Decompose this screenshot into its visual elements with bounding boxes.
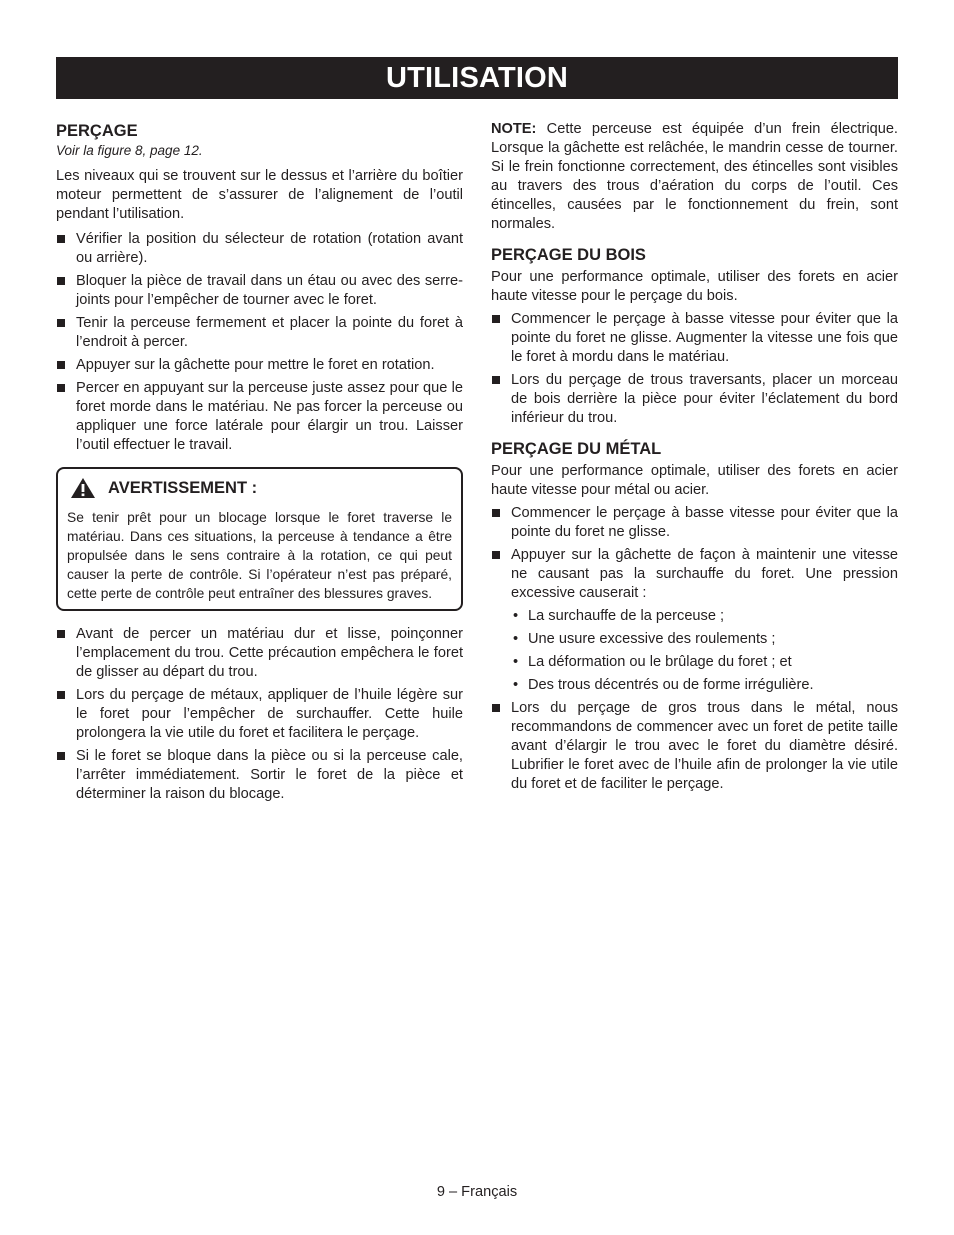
sub-list-item: • La déformation ou le brûlage du foret ; et [513,654,792,670]
list-item: Si le foret se bloque dans la pièce ou si la perceuse cale, l’arrêter immédiatement. Sortir le foret de la pièce et déterminer la raison du blocage. [56,747,463,804]
left-column [56,120,463,808]
sub-list-item: • Une usure excessive des roulements ; [513,631,776,647]
note-label: NOTE: [491,121,537,137]
warning-box [56,467,463,611]
metal-list-2 [491,699,898,794]
warning-title: AVERTISSEMENT : [108,478,258,497]
list-item: Appuyer sur la gâchette pour mettre le foret en rotation. [56,356,463,375]
sub-list-item: • La surchauffe de la perceuse ; [513,608,725,624]
note-paragraph [491,120,898,234]
page-title: UTILISATION [385,62,569,94]
instruction-list-2 [56,625,463,804]
right-column [491,120,898,798]
dot-bullet-icon: • [513,631,519,647]
list-item: Avant de percer un matériau dur et lisse, poinçonner l’emplacement du trou. Cette précaution empêchera le foret de glisser au départ du trou. [56,625,463,682]
list-item: Commencer le perçage à basse vitesse pour éviter que la pointe du foret ne glisse. Augmenter la vitesse une fois que le foret à mordu dans le matériau. [491,310,898,367]
list-item: Tenir la perceuse fermement et placer la pointe du foret à l’endroit à percer. [56,314,463,352]
list-item: Commencer le perçage à basse vitesse pour éviter que la pointe du foret ne glisse. [491,504,898,542]
section-title-percage: PERÇAGE [56,122,138,140]
list-item: Lors du perçage de métaux, appliquer de l’huile légère sur le foret pour l’empêcher de surchauffer. Cette huile prolongera la vie utile du foret et facilitera le perçage. [56,686,463,743]
square-bullet-icon [57,319,65,327]
instruction-list [56,230,463,455]
list-item: Vérifier la position du sélecteur de rotation (rotation avant ou arrière). [56,230,463,268]
page-footer: 9 – Français [436,1184,518,1200]
metal-sublist [491,607,898,695]
metal-intro: Pour une performance optimale, utiliser des forets en acier haute vitesse pour métal ou acier. [491,463,898,498]
list-item: Percer en appuyant sur la perceuse juste assez pour que le foret morde dans le matériau. Ne pas forcer la perceuse ou appliquer une force latérale pour élargir un trou. Laisser l’outil effectuer le travail. [56,379,463,455]
square-bullet-icon [57,235,65,243]
square-bullet-icon [57,752,65,760]
note-text: Cette perceuse est équipée d’un frein électrique. Lorsque la gâchette est relâchée, le mandrin cesse de tourner. Si le frein fonctionne correctement, des étincelles sont visibles au travers des trous d’aération du corps de l’outil. Ces étincelles, causées par le fonctionnement du frein, sont normales. [491,121,898,232]
warning-header [67,477,452,499]
section-title-metal: PERÇAGE DU MÉTAL [491,440,662,458]
warning-triangle-icon [70,477,96,499]
square-bullet-icon [57,691,65,699]
wood-list [491,310,898,428]
square-bullet-icon [492,376,500,384]
list-item: Appuyer sur la gâchette de façon à maintenir une vitesse ne causant pas la surchauffe du foret. Une pression excessive causerait : [491,546,898,603]
square-bullet-icon [492,551,500,559]
warning-text: Se tenir prêt pour un blocage lorsque le foret traverse le matériau. Dans ces situations, la perceuse à tendance a être propulsée dans le sens contraire à la rotation, ce qui peut causer la perte de contrôle. Si l’opérateur n’est pas préparé, cette perte de contrôle peut entraîner des blessures graves. [67,510,452,601]
square-bullet-icon [57,277,65,285]
square-bullet-icon [57,630,65,638]
list-item: Lors du perçage de trous traversants, placer un morceau de bois derrière la pièce pour éviter l’éclatement du bord inférieur du trou. [491,371,898,428]
dot-bullet-icon: • [513,654,519,670]
square-bullet-icon [492,315,500,323]
metal-list [491,504,898,603]
list-item: Bloquer la pièce de travail dans un étau ou avec des serre-joints pour l’empêcher de tourner avec le foret. [56,272,463,310]
dot-bullet-icon: • [513,677,519,693]
dot-bullet-icon: • [513,608,519,624]
square-bullet-icon [492,509,500,517]
section-title-wood: PERÇAGE DU BOIS [491,246,646,264]
square-bullet-icon [57,361,65,369]
list-item: Lors du perçage de gros trous dans le métal, nous recommandons de commencer avec un foret de petite taille avant d’élargir le trou avec le foret du diamètre désiré. Lubrifier le foret avec de l’huile afin de prolonger la vie utile du foret et de faciliter le perçage. [491,699,898,794]
square-bullet-icon [57,384,65,392]
figure-reference: Voir la figure 8, page 12. [56,143,203,158]
intro-paragraph: Les niveaux qui se trouvent sur le dessus et l’arrière du boîtier moteur permettent de s’assurer de l’alignement de l’outil pendant l’utilisation. [56,168,463,222]
wood-intro: Pour une performance optimale, utiliser des forets en acier haute vitesse pour le perçage du bois. [491,269,898,304]
page-title-banner [56,57,898,99]
square-bullet-icon [492,704,500,712]
sub-list-item: • Des trous décentrés ou de forme irrégulière. [513,677,814,693]
